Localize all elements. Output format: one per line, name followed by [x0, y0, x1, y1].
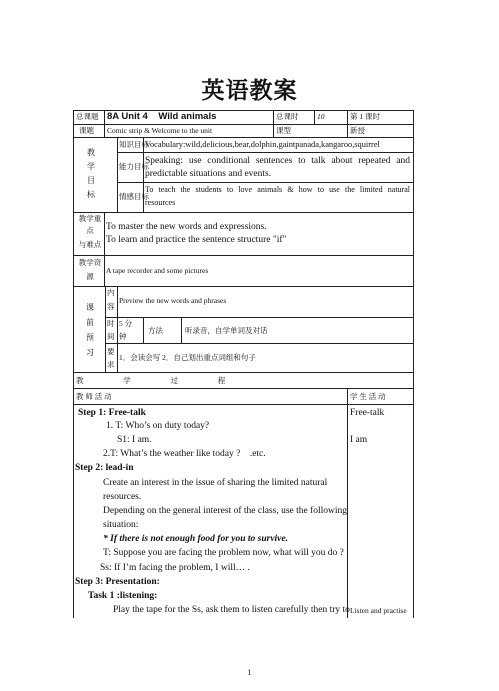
req-label-1: 要 — [107, 347, 115, 356]
knowledge-label: 知识目标 — [119, 140, 149, 149]
time-value-1: 5 分 — [119, 319, 133, 328]
method-value: 听录音，自学单词及对话 — [185, 326, 268, 335]
key-points-label-1: 教学重 — [78, 214, 102, 223]
key-points-line2: To learn and practice the sentence structure "if" — [106, 235, 287, 245]
time-label-2: 间 — [107, 332, 115, 341]
resources-value: A tape recorder and some pictures — [106, 266, 209, 275]
emotion-line2: resources — [145, 198, 176, 207]
resources-label-2: 源 — [86, 272, 94, 281]
ability-line2: predictable situations and events. — [145, 169, 272, 179]
time-label-1: 时 — [107, 319, 115, 328]
document-title: 英语教案 — [201, 78, 298, 104]
student-activity-1: Free-talk — [350, 408, 385, 418]
topic-label: 总课题 — [76, 112, 99, 121]
type-label: 课型 — [276, 126, 291, 135]
step2-line4: situation: — [103, 520, 139, 530]
req-value: 1．会读会写 2．自己划出重点词组和句子 — [119, 353, 256, 362]
key-points-label-3: 与难点 — [78, 240, 102, 249]
hours-label: 总课时 — [276, 112, 299, 121]
emotion-line1: To teach the students to love animals & how to use the limited natural — [145, 185, 410, 194]
content-value: Preview the new words and phrases — [119, 296, 227, 305]
lesson-number: 第 1 课时 — [350, 112, 380, 121]
preview-label: 课前预习 — [86, 303, 94, 357]
emotion-label: 情感目标 — [119, 192, 149, 201]
page-number: 1 — [247, 668, 252, 677]
step2-line5: * If there is not enough food for you to survive. — [103, 534, 288, 544]
step3-task1: Task 1 :listening: — [88, 591, 158, 601]
step1-line2: S1: I am. — [117, 435, 152, 445]
step2-line7: Ss: If I’m facing the problem, I will… . — [100, 563, 250, 573]
type-value: 新授 — [350, 126, 365, 135]
key-points-line1: To master the new words and expressions. — [106, 222, 267, 232]
lesson-value: Comic strip & Welcome to the unit — [107, 126, 213, 135]
goals-label: 教学目标 — [87, 148, 95, 199]
step2-title: Step 2: lead-in — [75, 463, 134, 473]
process-label: 教 学 过 程 — [76, 376, 226, 385]
content-label-1: 内 — [107, 288, 115, 297]
step2-line1: Create an interest in the issue of sharing the limited natural — [103, 478, 328, 488]
method-label: 方法 — [148, 326, 163, 335]
lesson-label: 课题 — [79, 126, 94, 135]
student-activity-2: I am — [350, 435, 368, 445]
content-label-2: 容 — [107, 302, 115, 311]
step3-title: Step 3: Presentation: — [75, 577, 160, 587]
ability-label: 能力目标 — [119, 162, 149, 171]
step1-line3: 2.T: What’s the weather like today ? .etc. — [103, 449, 266, 459]
resources-label-1: 教学资 — [78, 258, 102, 267]
knowledge-value: Vocabulary:wild,delicious,bear,dolphin,gaintpanada,kangaroo,squirrel — [145, 140, 380, 149]
student-column-header: 学 生 活 动 — [350, 392, 386, 401]
step1-line1: 1. T: Who’s on duty today? — [106, 421, 210, 431]
ability-line1: Speaking: use conditional sentences to talk about repeated and — [145, 156, 410, 166]
time-value-2: 钟 — [119, 332, 127, 341]
key-points-label-2: 点 — [86, 226, 94, 235]
step2-line6: T: Suppose you are facing the problem now, what will you do ? — [103, 548, 344, 558]
step1-title: Step 1: Free-talk — [78, 408, 146, 418]
teacher-column-header: 教 师 活 动 — [76, 392, 112, 401]
hours-value: 10 — [317, 112, 325, 121]
step2-line2: resources. — [103, 492, 142, 502]
topic-value: 8A Unit 4 Wild animals — [107, 111, 217, 122]
req-label-2: 求 — [107, 360, 115, 369]
student-activity-3: Listen and practise — [350, 606, 407, 615]
step2-line3: Depending on the general interest of the class, use the following — [103, 506, 348, 516]
step3-line1: Play the tape for the Ss, ask them to listen carefully then try to — [113, 605, 350, 615]
